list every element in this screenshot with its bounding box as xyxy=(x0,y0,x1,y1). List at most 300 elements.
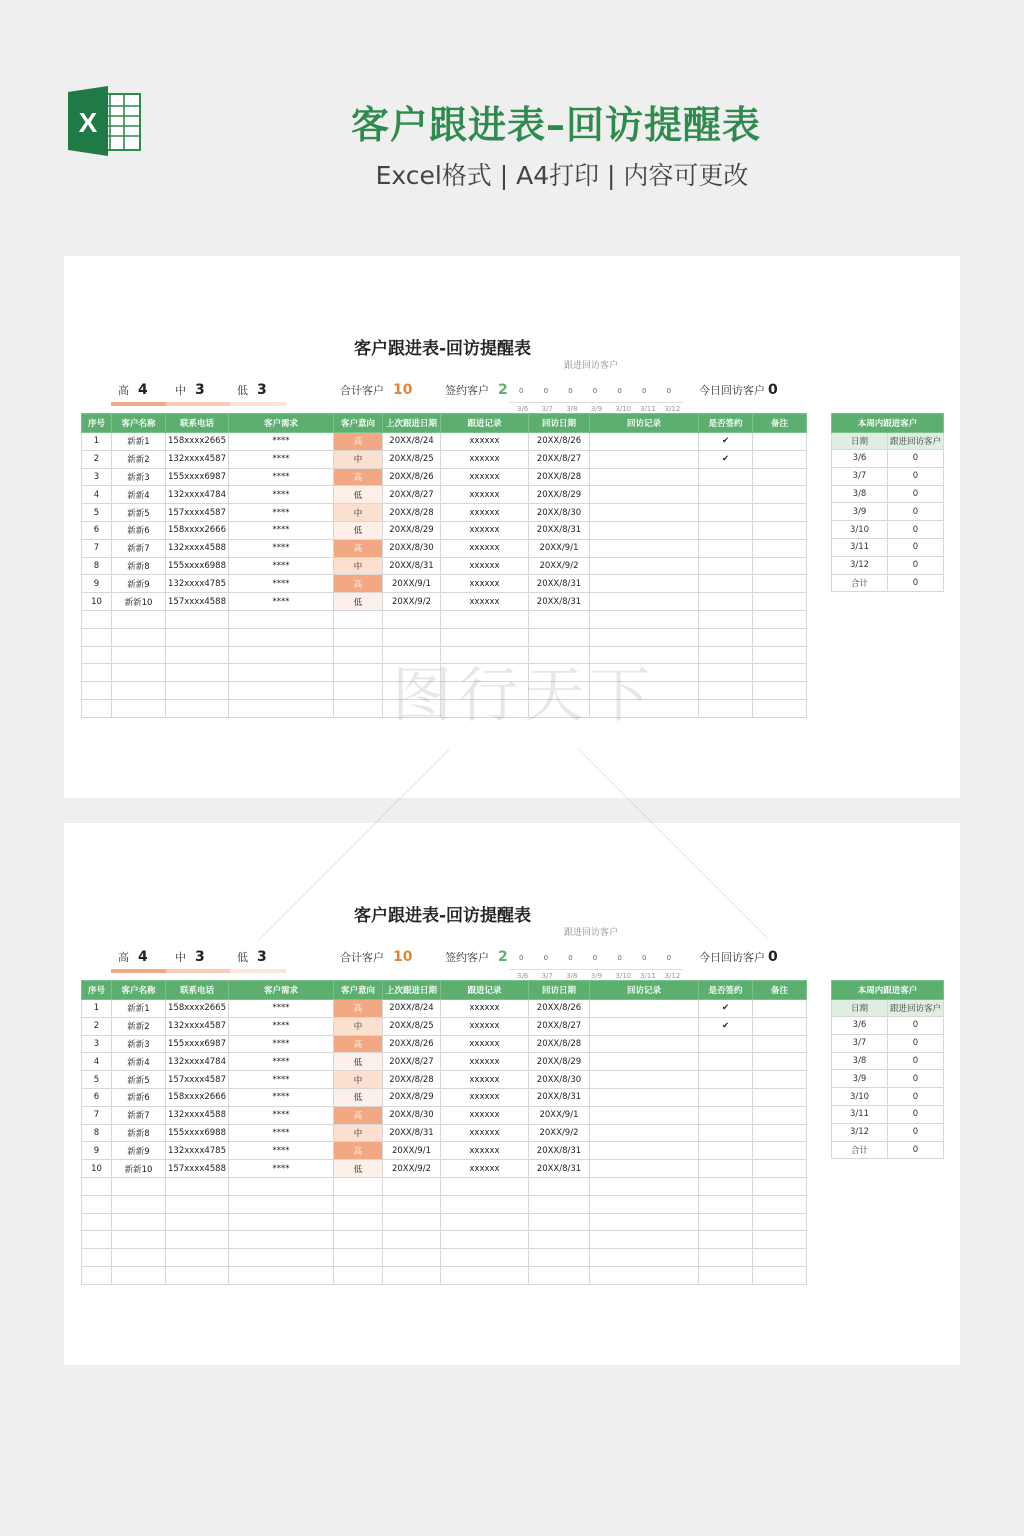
side-count[interactable]: 0 xyxy=(888,1052,944,1070)
table-cell[interactable]: 20XX/8/31 xyxy=(529,521,590,539)
empty-cell[interactable] xyxy=(529,610,590,628)
empty-cell[interactable] xyxy=(82,699,112,717)
table-cell[interactable]: xxxxxx xyxy=(441,486,529,504)
table-cell[interactable]: 20XX/8/30 xyxy=(529,1071,590,1089)
table-cell[interactable]: 20XX/8/27 xyxy=(383,486,441,504)
empty-cell[interactable] xyxy=(441,1231,529,1249)
empty-cell[interactable] xyxy=(229,1195,334,1213)
empty-cell[interactable] xyxy=(82,610,112,628)
table-cell[interactable]: 157xxxx4588 xyxy=(166,593,229,611)
empty-cell[interactable] xyxy=(699,1195,753,1213)
empty-cell[interactable] xyxy=(699,1249,753,1267)
table-cell[interactable]: 20XX/8/26 xyxy=(383,468,441,486)
table-cell[interactable] xyxy=(590,468,699,486)
table-cell[interactable]: 低 xyxy=(334,593,383,611)
empty-cell[interactable] xyxy=(753,699,807,717)
empty-cell[interactable] xyxy=(82,646,112,664)
table-cell[interactable]: xxxxxx xyxy=(441,1124,529,1142)
table-cell[interactable]: 20XX/9/1 xyxy=(529,539,590,557)
table-cell[interactable]: xxxxxx xyxy=(441,1035,529,1053)
empty-cell[interactable] xyxy=(82,664,112,682)
table-cell[interactable]: 10 xyxy=(82,1160,112,1178)
table-cell[interactable] xyxy=(753,1071,807,1089)
table-cell[interactable]: 新新9 xyxy=(112,575,166,593)
table-cell[interactable] xyxy=(590,1035,699,1053)
table-cell[interactable]: 20XX/9/2 xyxy=(529,557,590,575)
table-cell[interactable]: 8 xyxy=(82,1124,112,1142)
side-date[interactable]: 3/9 xyxy=(832,1070,888,1088)
table-cell[interactable]: 7 xyxy=(82,1106,112,1124)
table-cell[interactable] xyxy=(753,504,807,522)
table-cell[interactable]: 新新9 xyxy=(112,1142,166,1160)
empty-cell[interactable] xyxy=(166,682,229,700)
table-cell[interactable] xyxy=(753,593,807,611)
table-cell[interactable]: 20XX/8/31 xyxy=(529,1142,590,1160)
empty-cell[interactable] xyxy=(166,1213,229,1231)
table-cell[interactable]: 新新6 xyxy=(112,1088,166,1106)
table-cell[interactable]: 155xxxx6988 xyxy=(166,557,229,575)
empty-cell[interactable] xyxy=(82,1231,112,1249)
table-cell[interactable]: 20XX/9/1 xyxy=(383,1142,441,1160)
table-cell[interactable] xyxy=(753,1160,807,1178)
table-cell[interactable]: xxxxxx xyxy=(441,1160,529,1178)
side-date[interactable]: 3/9 xyxy=(832,503,888,521)
empty-cell[interactable] xyxy=(334,628,383,646)
empty-cell[interactable] xyxy=(529,1195,590,1213)
empty-cell[interactable] xyxy=(590,1249,699,1267)
table-cell[interactable]: 20XX/8/30 xyxy=(529,504,590,522)
empty-cell[interactable] xyxy=(334,664,383,682)
table-cell[interactable]: 低 xyxy=(334,1160,383,1178)
empty-cell[interactable] xyxy=(529,1249,590,1267)
table-cell[interactable] xyxy=(753,521,807,539)
table-cell[interactable]: 中 xyxy=(334,557,383,575)
table-cell[interactable]: 高 xyxy=(334,1142,383,1160)
table-cell[interactable] xyxy=(590,504,699,522)
empty-cell[interactable] xyxy=(699,682,753,700)
table-cell[interactable]: **** xyxy=(229,557,334,575)
empty-cell[interactable] xyxy=(699,1266,753,1284)
table-cell[interactable] xyxy=(753,1035,807,1053)
table-cell[interactable]: **** xyxy=(229,1017,334,1035)
empty-cell[interactable] xyxy=(334,1177,383,1195)
table-cell[interactable] xyxy=(699,1035,753,1053)
table-cell[interactable] xyxy=(753,539,807,557)
empty-cell[interactable] xyxy=(753,682,807,700)
empty-cell[interactable] xyxy=(229,664,334,682)
side-date[interactable]: 合计 xyxy=(832,574,888,592)
table-cell[interactable] xyxy=(753,1106,807,1124)
table-cell[interactable] xyxy=(699,1088,753,1106)
empty-cell[interactable] xyxy=(334,1231,383,1249)
table-cell[interactable]: 低 xyxy=(334,521,383,539)
table-cell[interactable]: 20XX/9/2 xyxy=(383,593,441,611)
empty-cell[interactable] xyxy=(112,610,166,628)
table-cell[interactable]: 132xxxx4785 xyxy=(166,1142,229,1160)
empty-cell[interactable] xyxy=(112,646,166,664)
empty-cell[interactable] xyxy=(166,1249,229,1267)
table-cell[interactable]: 4 xyxy=(82,486,112,504)
table-cell[interactable] xyxy=(699,468,753,486)
empty-cell[interactable] xyxy=(383,1266,441,1284)
empty-cell[interactable] xyxy=(753,610,807,628)
table-cell[interactable]: 1 xyxy=(82,1000,112,1018)
table-cell[interactable]: 20XX/8/25 xyxy=(383,450,441,468)
empty-cell[interactable] xyxy=(229,1266,334,1284)
table-cell[interactable] xyxy=(590,539,699,557)
table-cell[interactable]: **** xyxy=(229,593,334,611)
table-cell[interactable]: 20XX/8/31 xyxy=(383,1124,441,1142)
empty-cell[interactable] xyxy=(82,1177,112,1195)
table-cell[interactable] xyxy=(753,557,807,575)
empty-cell[interactable] xyxy=(334,699,383,717)
table-cell[interactable] xyxy=(753,486,807,504)
table-cell[interactable]: 新新8 xyxy=(112,1124,166,1142)
table-cell[interactable]: 高 xyxy=(334,575,383,593)
table-cell[interactable]: 20XX/8/25 xyxy=(383,1017,441,1035)
table-cell[interactable] xyxy=(699,486,753,504)
table-cell[interactable]: 高 xyxy=(334,1000,383,1018)
side-count[interactable]: 0 xyxy=(888,574,944,592)
table-cell[interactable] xyxy=(699,521,753,539)
table-cell[interactable]: 新新4 xyxy=(112,486,166,504)
table-cell[interactable]: 20XX/9/2 xyxy=(529,1124,590,1142)
table-cell[interactable]: 新新6 xyxy=(112,521,166,539)
table-cell[interactable]: **** xyxy=(229,450,334,468)
table-cell[interactable]: 9 xyxy=(82,575,112,593)
table-cell[interactable]: 157xxxx4588 xyxy=(166,1160,229,1178)
empty-cell[interactable] xyxy=(529,1213,590,1231)
table-cell[interactable]: 5 xyxy=(82,504,112,522)
side-date[interactable]: 3/8 xyxy=(832,485,888,503)
empty-cell[interactable] xyxy=(229,628,334,646)
table-cell[interactable]: 20XX/8/24 xyxy=(383,433,441,451)
table-cell[interactable]: 9 xyxy=(82,1142,112,1160)
side-count[interactable]: 0 xyxy=(888,503,944,521)
empty-cell[interactable] xyxy=(590,1231,699,1249)
table-cell[interactable]: ✔ xyxy=(699,450,753,468)
side-date[interactable]: 3/11 xyxy=(832,538,888,556)
side-date[interactable]: 3/12 xyxy=(832,556,888,574)
table-cell[interactable] xyxy=(590,1053,699,1071)
table-cell[interactable]: ✔ xyxy=(699,433,753,451)
table-cell[interactable] xyxy=(590,575,699,593)
side-count[interactable]: 0 xyxy=(888,1070,944,1088)
empty-cell[interactable] xyxy=(166,646,229,664)
table-cell[interactable]: 3 xyxy=(82,468,112,486)
empty-cell[interactable] xyxy=(753,1195,807,1213)
table-cell[interactable]: xxxxxx xyxy=(441,433,529,451)
table-cell[interactable]: 20XX/8/29 xyxy=(383,521,441,539)
table-cell[interactable]: 低 xyxy=(334,1088,383,1106)
empty-cell[interactable] xyxy=(441,1195,529,1213)
table-cell[interactable]: 132xxxx4588 xyxy=(166,539,229,557)
table-cell[interactable]: 新新4 xyxy=(112,1053,166,1071)
empty-cell[interactable] xyxy=(112,1177,166,1195)
side-count[interactable]: 0 xyxy=(888,1123,944,1141)
side-count[interactable]: 0 xyxy=(888,1034,944,1052)
table-cell[interactable]: 158xxxx2665 xyxy=(166,433,229,451)
empty-cell[interactable] xyxy=(166,699,229,717)
empty-cell[interactable] xyxy=(753,1177,807,1195)
table-cell[interactable]: 10 xyxy=(82,593,112,611)
empty-cell[interactable] xyxy=(112,1249,166,1267)
empty-cell[interactable] xyxy=(699,1231,753,1249)
table-cell[interactable] xyxy=(699,557,753,575)
empty-cell[interactable] xyxy=(112,1266,166,1284)
side-count[interactable]: 0 xyxy=(888,450,944,468)
empty-cell[interactable] xyxy=(590,1266,699,1284)
table-cell[interactable]: xxxxxx xyxy=(441,1071,529,1089)
empty-cell[interactable] xyxy=(383,1213,441,1231)
empty-cell[interactable] xyxy=(82,1249,112,1267)
empty-cell[interactable] xyxy=(590,1195,699,1213)
empty-cell[interactable] xyxy=(334,610,383,628)
empty-cell[interactable] xyxy=(229,610,334,628)
table-cell[interactable] xyxy=(753,1088,807,1106)
table-cell[interactable]: 2 xyxy=(82,450,112,468)
table-cell[interactable]: **** xyxy=(229,1142,334,1160)
table-cell[interactable]: 高 xyxy=(334,1035,383,1053)
table-cell[interactable] xyxy=(753,468,807,486)
side-date[interactable]: 3/11 xyxy=(832,1105,888,1123)
table-cell[interactable] xyxy=(753,1142,807,1160)
table-cell[interactable]: **** xyxy=(229,486,334,504)
table-cell[interactable]: 新新2 xyxy=(112,450,166,468)
table-cell[interactable] xyxy=(590,1000,699,1018)
empty-cell[interactable] xyxy=(112,682,166,700)
table-cell[interactable]: 高 xyxy=(334,433,383,451)
empty-cell[interactable] xyxy=(753,628,807,646)
table-cell[interactable]: 157xxxx4587 xyxy=(166,504,229,522)
table-cell[interactable]: 155xxxx6987 xyxy=(166,1035,229,1053)
table-cell[interactable]: 20XX/9/1 xyxy=(529,1106,590,1124)
table-cell[interactable]: 20XX/8/28 xyxy=(529,468,590,486)
table-cell[interactable]: 20XX/8/28 xyxy=(383,1071,441,1089)
table-cell[interactable]: **** xyxy=(229,1088,334,1106)
empty-cell[interactable] xyxy=(166,1195,229,1213)
empty-cell[interactable] xyxy=(529,628,590,646)
table-cell[interactable]: 7 xyxy=(82,539,112,557)
empty-cell[interactable] xyxy=(383,1249,441,1267)
empty-cell[interactable] xyxy=(166,664,229,682)
table-cell[interactable]: 新新10 xyxy=(112,593,166,611)
table-cell[interactable]: 8 xyxy=(82,557,112,575)
empty-cell[interactable] xyxy=(590,628,699,646)
side-date[interactable]: 3/7 xyxy=(832,467,888,485)
table-cell[interactable]: 新新3 xyxy=(112,1035,166,1053)
table-cell[interactable]: 132xxxx4785 xyxy=(166,575,229,593)
empty-cell[interactable] xyxy=(590,1177,699,1195)
empty-cell[interactable] xyxy=(699,1213,753,1231)
empty-cell[interactable] xyxy=(753,1249,807,1267)
empty-cell[interactable] xyxy=(441,1213,529,1231)
table-cell[interactable] xyxy=(753,450,807,468)
table-cell[interactable]: 中 xyxy=(334,450,383,468)
table-cell[interactable]: 20XX/8/26 xyxy=(529,433,590,451)
table-cell[interactable]: ✔ xyxy=(699,1000,753,1018)
empty-cell[interactable] xyxy=(229,1231,334,1249)
table-cell[interactable]: 20XX/8/26 xyxy=(529,1000,590,1018)
table-cell[interactable]: 20XX/9/1 xyxy=(383,575,441,593)
side-count[interactable]: 0 xyxy=(888,1088,944,1106)
side-date[interactable]: 合计 xyxy=(832,1141,888,1159)
table-cell[interactable] xyxy=(753,1000,807,1018)
table-cell[interactable]: 高 xyxy=(334,539,383,557)
table-cell[interactable] xyxy=(753,1017,807,1035)
empty-cell[interactable] xyxy=(441,1266,529,1284)
table-cell[interactable]: 20XX/8/30 xyxy=(383,1106,441,1124)
empty-cell[interactable] xyxy=(112,664,166,682)
table-cell[interactable] xyxy=(699,1124,753,1142)
table-cell[interactable]: **** xyxy=(229,521,334,539)
side-count[interactable]: 0 xyxy=(888,1017,944,1035)
table-cell[interactable] xyxy=(699,1106,753,1124)
table-cell[interactable]: xxxxxx xyxy=(441,450,529,468)
table-cell[interactable]: **** xyxy=(229,433,334,451)
empty-cell[interactable] xyxy=(82,1266,112,1284)
table-cell[interactable]: 20XX/8/28 xyxy=(383,504,441,522)
side-count[interactable]: 0 xyxy=(888,1141,944,1159)
empty-cell[interactable] xyxy=(753,1213,807,1231)
table-cell[interactable]: 新新1 xyxy=(112,1000,166,1018)
empty-cell[interactable] xyxy=(699,628,753,646)
empty-cell[interactable] xyxy=(82,1195,112,1213)
table-cell[interactable]: xxxxxx xyxy=(441,593,529,611)
table-cell[interactable] xyxy=(590,1124,699,1142)
table-cell[interactable]: xxxxxx xyxy=(441,557,529,575)
empty-cell[interactable] xyxy=(383,1195,441,1213)
table-cell[interactable]: 6 xyxy=(82,521,112,539)
table-cell[interactable]: **** xyxy=(229,1053,334,1071)
table-cell[interactable]: 20XX/8/29 xyxy=(383,1088,441,1106)
table-cell[interactable]: 20XX/8/31 xyxy=(529,1160,590,1178)
empty-cell[interactable] xyxy=(229,1177,334,1195)
table-cell[interactable]: **** xyxy=(229,1000,334,1018)
table-cell[interactable]: ✔ xyxy=(699,1017,753,1035)
table-cell[interactable]: 中 xyxy=(334,1071,383,1089)
table-cell[interactable]: 20XX/8/31 xyxy=(529,575,590,593)
table-cell[interactable]: 20XX/8/27 xyxy=(383,1053,441,1071)
side-count[interactable]: 0 xyxy=(888,556,944,574)
side-date[interactable]: 3/6 xyxy=(832,1017,888,1035)
side-count[interactable]: 0 xyxy=(888,521,944,539)
table-cell[interactable]: 20XX/8/29 xyxy=(529,1053,590,1071)
table-cell[interactable]: **** xyxy=(229,1124,334,1142)
table-cell[interactable]: xxxxxx xyxy=(441,1017,529,1035)
table-cell[interactable]: 132xxxx4784 xyxy=(166,486,229,504)
table-cell[interactable]: xxxxxx xyxy=(441,575,529,593)
empty-cell[interactable] xyxy=(112,1213,166,1231)
empty-cell[interactable] xyxy=(529,1231,590,1249)
empty-cell[interactable] xyxy=(166,628,229,646)
empty-cell[interactable] xyxy=(229,682,334,700)
table-cell[interactable]: 20XX/8/31 xyxy=(529,1088,590,1106)
table-cell[interactable]: 132xxxx4784 xyxy=(166,1053,229,1071)
table-cell[interactable] xyxy=(590,1088,699,1106)
table-cell[interactable]: 20XX/8/28 xyxy=(529,1035,590,1053)
table-cell[interactable]: xxxxxx xyxy=(441,1106,529,1124)
table-cell[interactable]: **** xyxy=(229,1035,334,1053)
table-cell[interactable]: 20XX/8/24 xyxy=(383,1000,441,1018)
empty-cell[interactable] xyxy=(229,646,334,664)
table-cell[interactable] xyxy=(699,1053,753,1071)
side-date[interactable]: 3/12 xyxy=(832,1123,888,1141)
table-cell[interactable]: 中 xyxy=(334,1017,383,1035)
empty-cell[interactable] xyxy=(753,646,807,664)
empty-cell[interactable] xyxy=(166,1231,229,1249)
table-cell[interactable]: 低 xyxy=(334,1053,383,1071)
empty-cell[interactable] xyxy=(383,1177,441,1195)
empty-cell[interactable] xyxy=(166,610,229,628)
table-cell[interactable] xyxy=(699,593,753,611)
empty-cell[interactable] xyxy=(529,1266,590,1284)
empty-cell[interactable] xyxy=(753,1266,807,1284)
table-cell[interactable]: 20XX/8/27 xyxy=(529,1017,590,1035)
table-cell[interactable]: 20XX/8/29 xyxy=(529,486,590,504)
table-cell[interactable] xyxy=(753,1124,807,1142)
side-count[interactable]: 0 xyxy=(888,467,944,485)
table-cell[interactable]: 20XX/8/31 xyxy=(383,557,441,575)
side-date[interactable]: 3/10 xyxy=(832,1088,888,1106)
table-cell[interactable] xyxy=(590,1017,699,1035)
table-cell[interactable]: xxxxxx xyxy=(441,1000,529,1018)
table-cell[interactable] xyxy=(699,1071,753,1089)
side-count[interactable]: 0 xyxy=(888,1105,944,1123)
side-date[interactable]: 3/6 xyxy=(832,450,888,468)
table-cell[interactable] xyxy=(699,1142,753,1160)
table-cell[interactable]: **** xyxy=(229,1071,334,1089)
empty-cell[interactable] xyxy=(383,610,441,628)
empty-cell[interactable] xyxy=(334,682,383,700)
table-cell[interactable]: 中 xyxy=(334,504,383,522)
table-cell[interactable]: 20XX/8/27 xyxy=(529,450,590,468)
empty-cell[interactable] xyxy=(166,1266,229,1284)
side-count[interactable]: 0 xyxy=(888,538,944,556)
empty-cell[interactable] xyxy=(112,1231,166,1249)
table-cell[interactable]: 新新10 xyxy=(112,1160,166,1178)
table-cell[interactable]: xxxxxx xyxy=(441,539,529,557)
table-cell[interactable]: 新新1 xyxy=(112,433,166,451)
table-cell[interactable] xyxy=(590,521,699,539)
table-cell[interactable]: 新新7 xyxy=(112,539,166,557)
empty-cell[interactable] xyxy=(383,1231,441,1249)
empty-cell[interactable] xyxy=(229,699,334,717)
table-cell[interactable]: 新新5 xyxy=(112,1071,166,1089)
empty-cell[interactable] xyxy=(334,1249,383,1267)
table-cell[interactable]: 155xxxx6987 xyxy=(166,468,229,486)
table-cell[interactable]: **** xyxy=(229,1106,334,1124)
table-cell[interactable]: 4 xyxy=(82,1053,112,1071)
empty-cell[interactable] xyxy=(112,1195,166,1213)
table-cell[interactable]: 20XX/9/2 xyxy=(383,1160,441,1178)
table-cell[interactable] xyxy=(753,1053,807,1071)
table-cell[interactable]: xxxxxx xyxy=(441,504,529,522)
table-cell[interactable]: 新新5 xyxy=(112,504,166,522)
table-cell[interactable] xyxy=(590,1106,699,1124)
empty-cell[interactable] xyxy=(383,628,441,646)
side-date[interactable]: 3/7 xyxy=(832,1034,888,1052)
empty-cell[interactable] xyxy=(441,628,529,646)
table-cell[interactable]: 132xxxx4588 xyxy=(166,1106,229,1124)
table-cell[interactable]: xxxxxx xyxy=(441,1142,529,1160)
empty-cell[interactable] xyxy=(112,628,166,646)
table-cell[interactable]: 6 xyxy=(82,1088,112,1106)
empty-cell[interactable] xyxy=(699,646,753,664)
table-cell[interactable]: 新新2 xyxy=(112,1017,166,1035)
empty-cell[interactable] xyxy=(166,1177,229,1195)
table-cell[interactable]: **** xyxy=(229,504,334,522)
